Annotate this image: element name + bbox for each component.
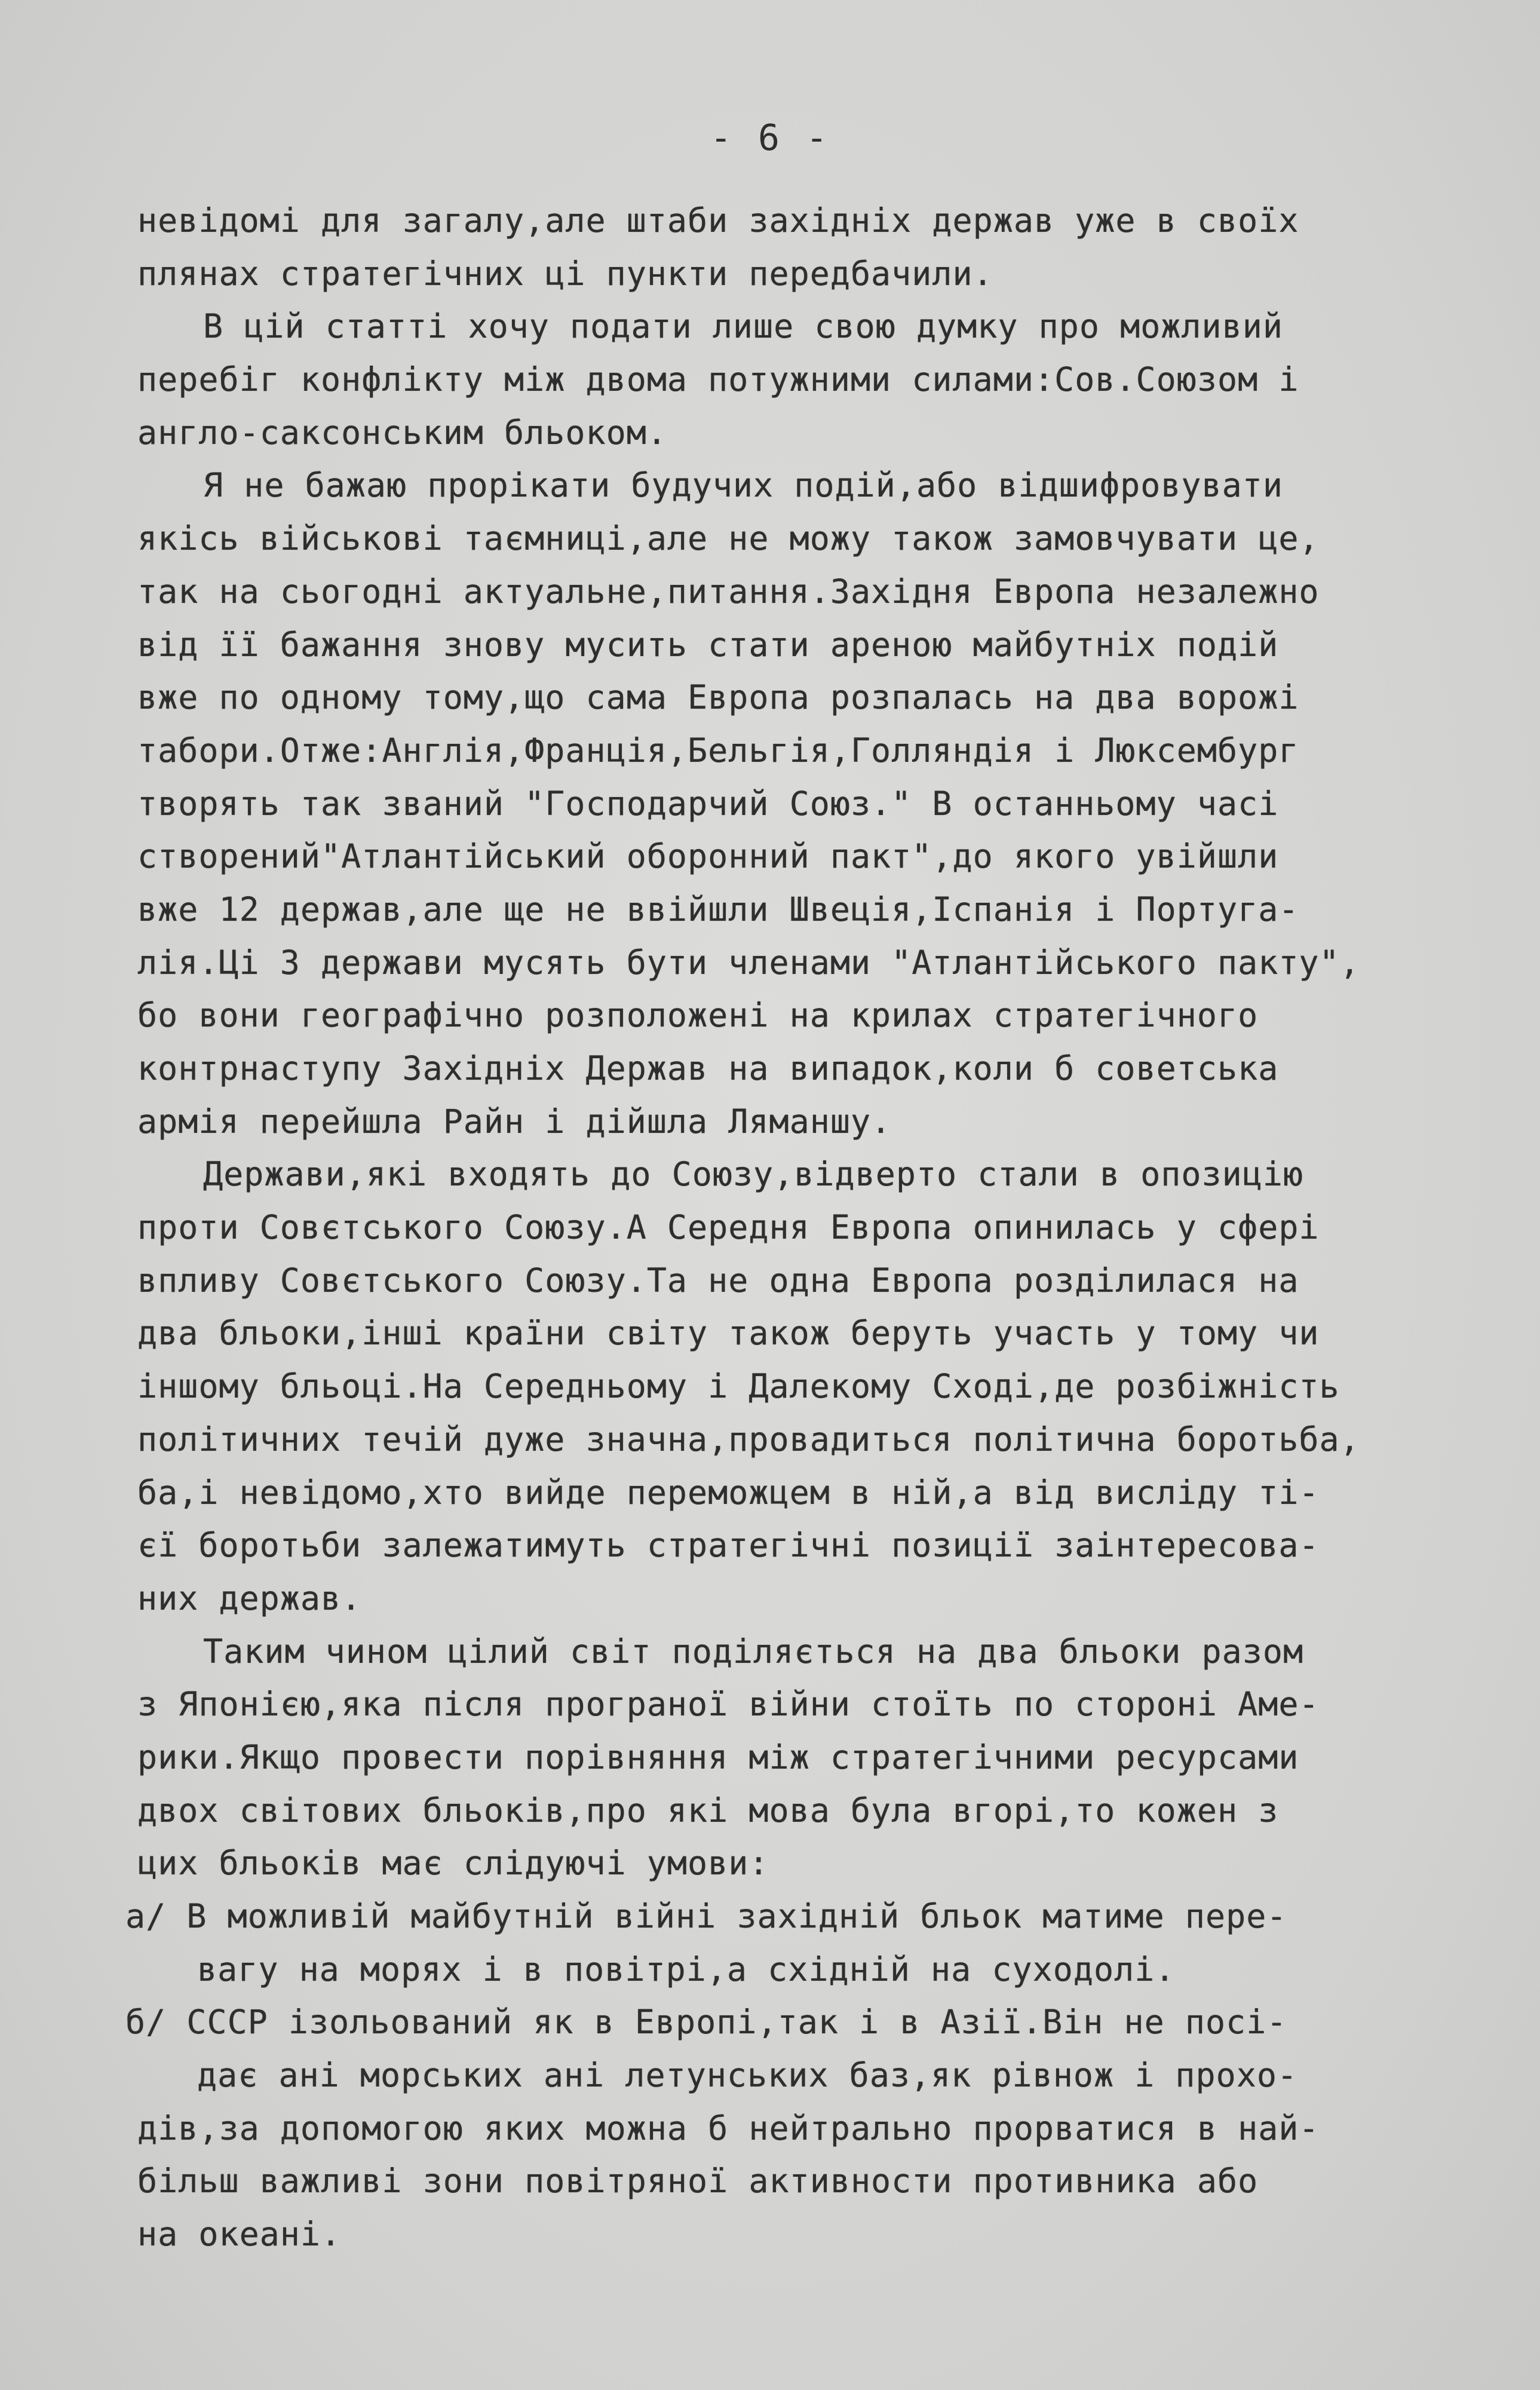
text-line: іншому бльоці.На Середньому і Далекому Сході,де розбіжність [137, 1367, 1340, 1406]
text-line: так на сьогодні актуальне,питання.Західня Европа незалежно [137, 572, 1320, 611]
text-line: створений"Атлантійський оборонний пакт",до якого увійшли [137, 837, 1279, 876]
text-line: перебіг конфлікту між двома потужними силами:Сов.Союзом і [137, 360, 1299, 399]
text-line: творять так званий "Господарчий Союз." В останньому часі [137, 784, 1279, 823]
text-line: плянах стратегічних ці пункти передбачили. [137, 254, 993, 293]
list-item-b: б/ СССР ізольований як в Европі,так і в Азії.Він не посі- [125, 2003, 1287, 2042]
text-line: цих бльоків має слідуючі умови: [137, 1844, 769, 1883]
text-line: від її бажання знову мусить стати ареною майбутніх подій [137, 625, 1279, 664]
text-line: лія.Ці 3 держави мусять бути членами "Атлантійського пакту", [137, 943, 1360, 982]
paragraph-start-line: Таким чином цілий світ поділяється на два бльоки разом [203, 1632, 1304, 1671]
text-line: єї боротьби залежатимуть стратегічні позиції заінтересова- [137, 1526, 1320, 1565]
page-number: - 6 - [710, 117, 830, 159]
text-line: більш важливі зони повітряної активности противника або [137, 2162, 1259, 2201]
text-line: вже 12 держав,але ще не ввійшли Швеція,Іспанія і Португа- [137, 890, 1299, 929]
paragraph-start-line: Держави,які входять до Союзу,відверто стали в опозицію [203, 1155, 1304, 1194]
text-line: ба,і невідомо,хто вийде переможцем в ній,а від висліду ті- [137, 1473, 1320, 1512]
text-line: проти Совєтського Союзу.А Середня Европа опинилась у сфері [137, 1208, 1320, 1247]
text-line: дів,за допомогою яких можна б нейтрально прорватися в най- [137, 2109, 1320, 2147]
text-line: англо-саксонським бльоком. [137, 413, 667, 452]
text-line: впливу Совєтського Союзу.Та не одна Европа розділилася на [137, 1261, 1299, 1300]
list-item-continuation: вагу на морях і в повітрі,а східній на суходолі. [197, 1950, 1176, 1988]
text-line: на океані. [137, 2215, 342, 2254]
text-line: вже по одному тому,що сама Европа розпалась на два ворожі [137, 678, 1299, 717]
paragraph-start-line: Я не бажаю прорікати будучих подій,або відшифровувати [203, 466, 1283, 505]
text-line: контрнаступу Західніх Держав на випадок,коли б советська [137, 1049, 1279, 1087]
text-line: якісь військові таємниці,але не можу також замовчувати це, [137, 519, 1320, 558]
text-line: двох світових бльоків,про які мова була вгорі,то кожен з [137, 1791, 1279, 1830]
text-line: них держав. [137, 1579, 362, 1617]
text-line: табори.Отже:Англія,Франція,Бельгія,Голляндія і Люксембург [137, 731, 1299, 770]
text-line: армія перейшла Райн і дійшла Ляманшу. [137, 1102, 892, 1141]
text-line: невідомі для загалу,але штаби західніх держав уже в своїх [137, 201, 1299, 240]
list-item-a: а/ В можливій майбутній війні західній бльок матиме пере- [125, 1897, 1287, 1935]
text-line: політичних течій дуже значна,провадиться політична боротьба, [137, 1420, 1360, 1458]
document-body [125, 194, 1452, 2261]
text-line: бо вони географічно розположені на крилах стратегічного [137, 996, 1259, 1035]
text-line: рики.Якщо провести порівняння між стратегічними ресурсами [137, 1738, 1299, 1776]
paragraph-start-line: В цій статті хочу подати лише свою думку про можливий [203, 307, 1283, 346]
text-line: з Японією,яка після програної війни стоїть по стороні Аме- [137, 1685, 1320, 1724]
text-line: два бльоки,інші країни світу також беруть участь у тому чи [137, 1314, 1320, 1353]
list-item-continuation: дає ані морських ані летунських баз,як рівнож і прохо- [197, 2056, 1298, 2095]
